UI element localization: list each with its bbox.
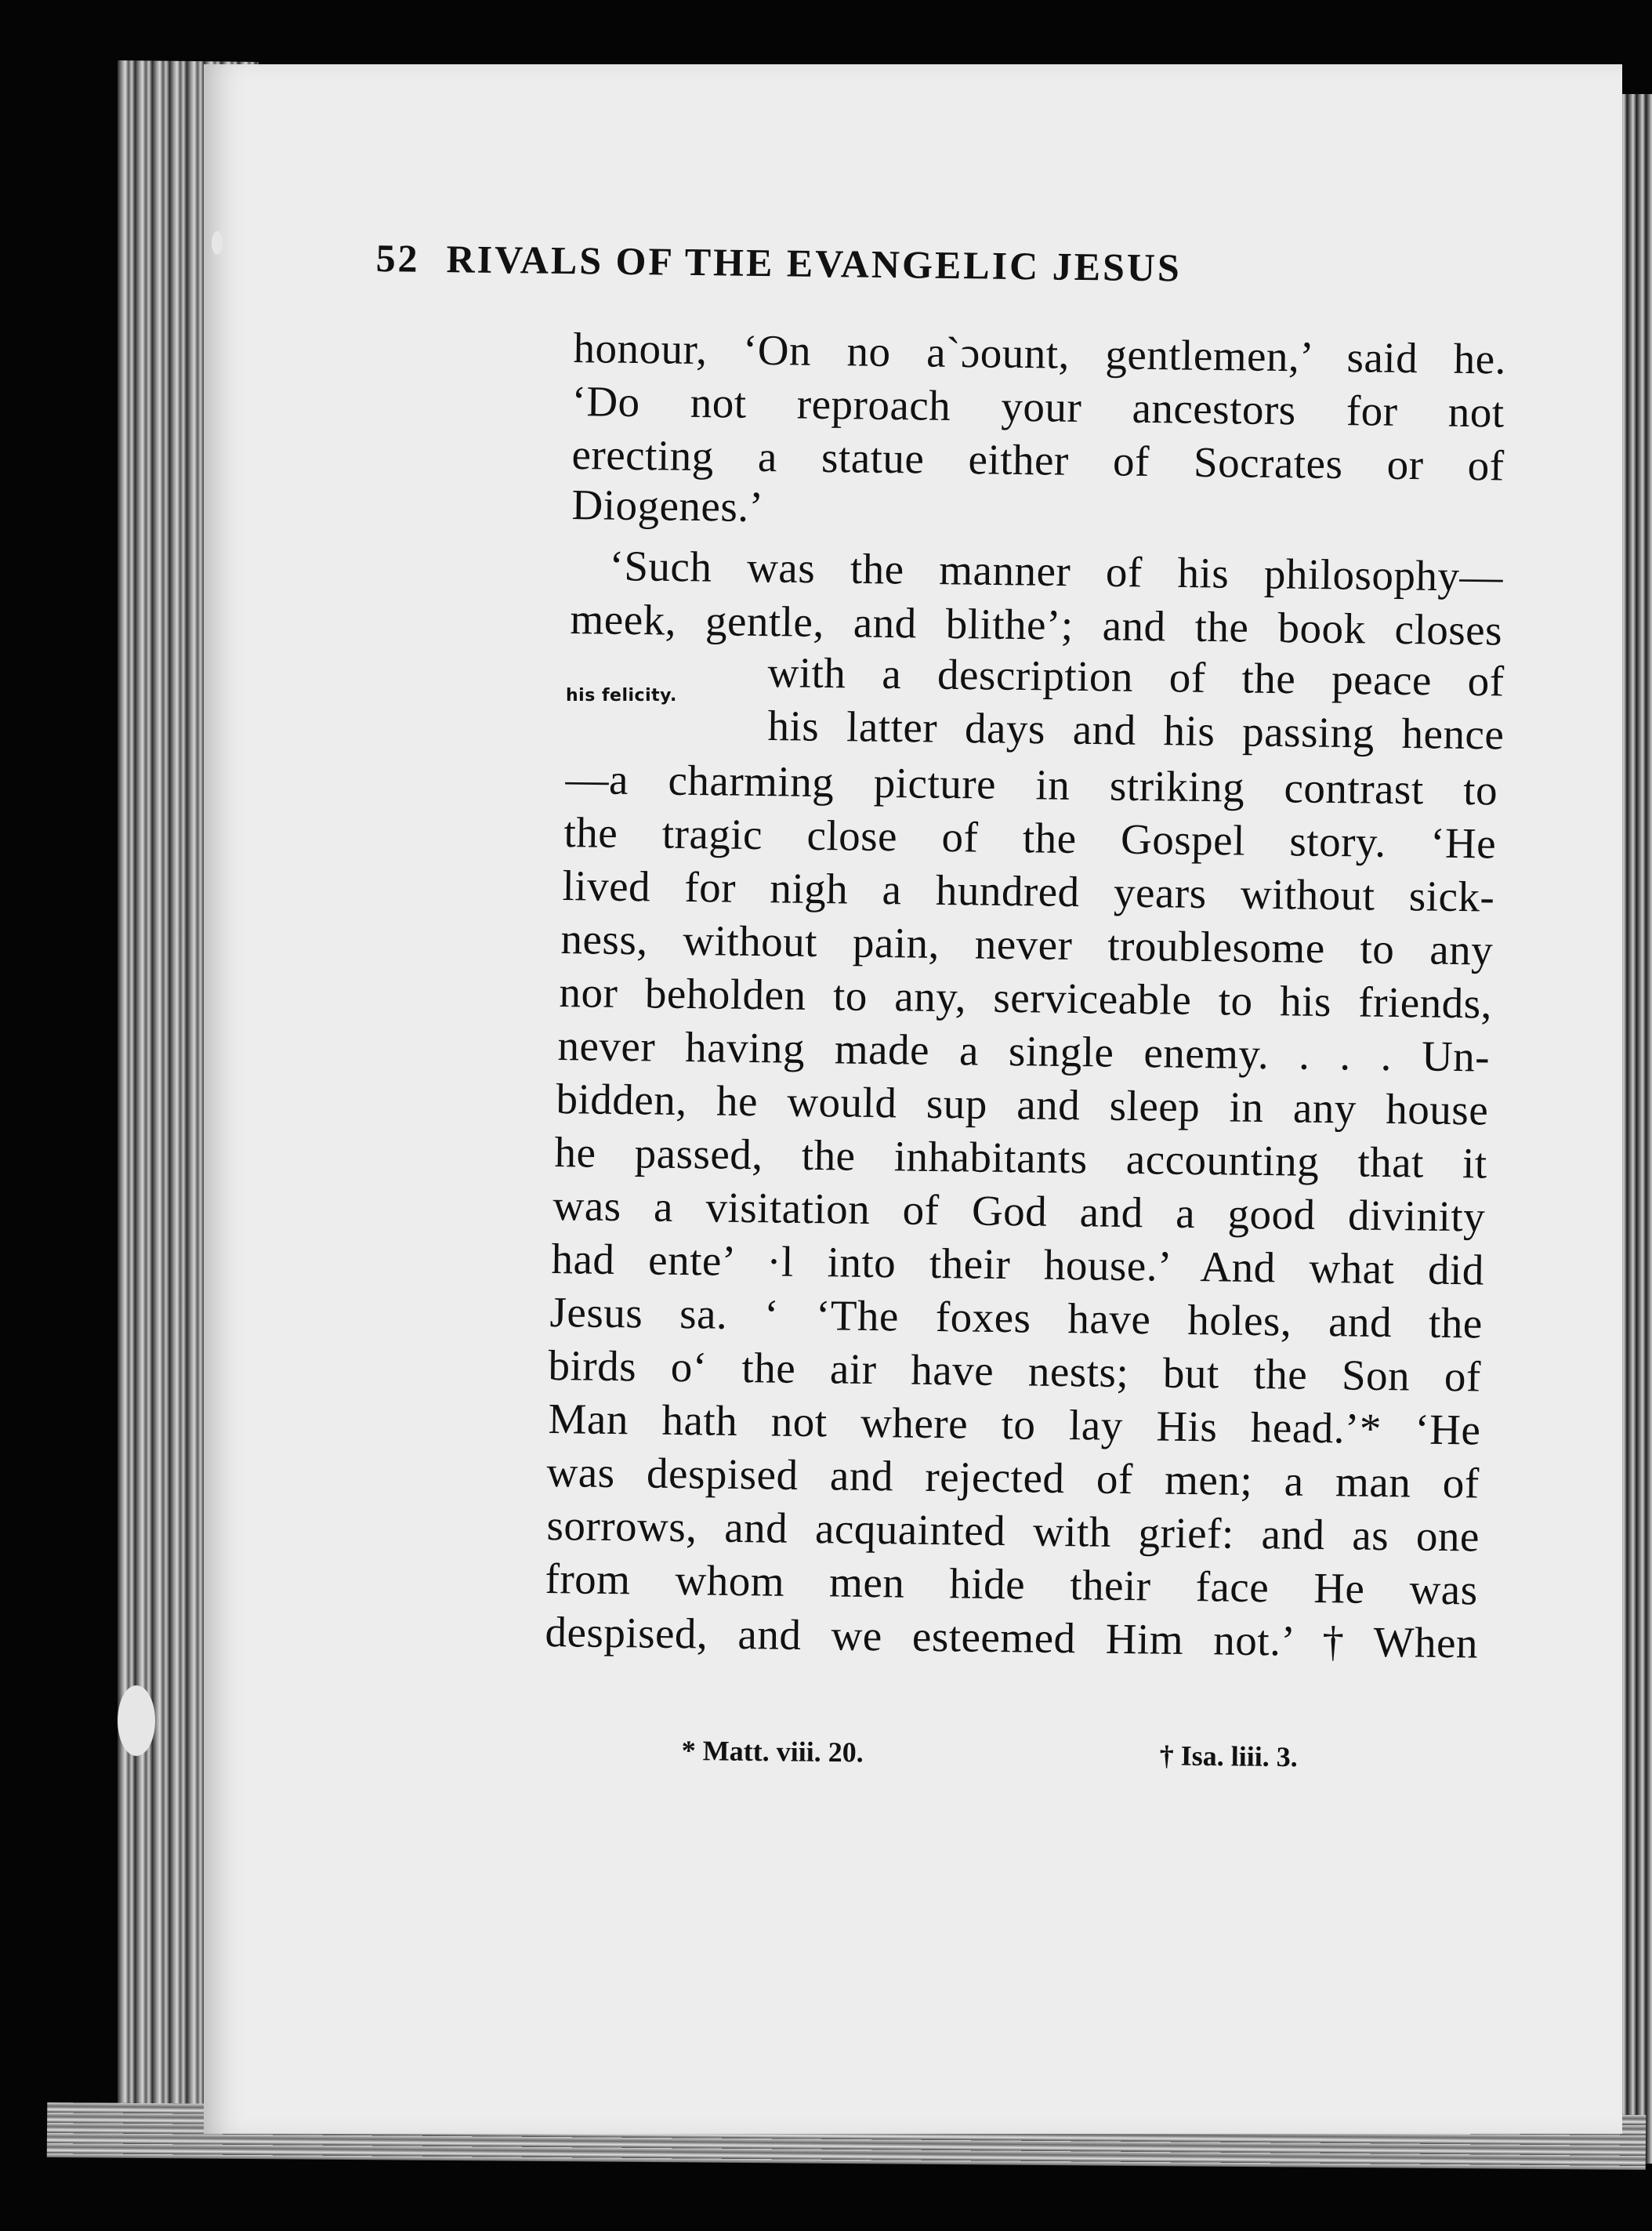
footnote-2: † Isa. liii. 3. — [1159, 1739, 1298, 1773]
text-line: birds oʻ the air have nests; but the Son of — [548, 1340, 1482, 1401]
footnote-1: * Matt. viii. 20. — [681, 1735, 864, 1768]
text-line: Jesus sa. ‘ ‘The foxes have holes, and the — [549, 1287, 1484, 1348]
text-line: bidden, he would sup and sleep in any house — [556, 1074, 1489, 1134]
text-line: honour, ‘On no aˋɔount, gentlemen,’ said he. — [573, 323, 1507, 383]
text-line: Man hath not where to lay His head.’* ‘He — [548, 1394, 1481, 1454]
text-line: lived for nigh a hundred years without sick- — [562, 861, 1495, 921]
text-line: ‘Such was the manner of his philosophy— — [609, 541, 1504, 600]
text-line: from whom men hide their face He was — [545, 1554, 1478, 1614]
text-line: with a description of the peace of — [767, 648, 1505, 706]
text-line: he passed, the inhabitants accounting that it — [554, 1127, 1488, 1188]
text-line: Diogenes.’ — [571, 480, 764, 531]
scan-speck — [118, 1685, 155, 1756]
text-line: despised, and we esteemed Him not.’ † When — [545, 1608, 1479, 1667]
text-line: —a charming picture in striking contrast to — [565, 754, 1498, 814]
margin-note: his felicity. — [566, 686, 677, 706]
text-line: the tragic close of the Gospel story. ‘He — [563, 807, 1497, 868]
text-line: never having made a single enemy. . . . Un- — [557, 1021, 1491, 1081]
text-line: his latter days and his passing hence — [767, 701, 1505, 759]
text-line: sorrows, and acquainted with grief: and as one — [546, 1500, 1480, 1561]
text-line: erecting a statue either of Socrates or of — [571, 430, 1505, 490]
text-line: nor beholden to any, serviceable to his friends, — [559, 967, 1493, 1028]
scan-speck — [212, 231, 223, 255]
text-line: meek, gentle, and blithe’; and the book closes — [570, 594, 1503, 655]
text-line: was a visitation of God and a good divinity — [552, 1181, 1486, 1241]
text-line: ness, without pain, never troublesome to any — [560, 914, 1494, 974]
text-line: was despised and rejected of men; a man of — [546, 1447, 1480, 1507]
text-line: ‘Do not reproach your ancestors for not — [571, 376, 1505, 437]
page-number: 52 — [375, 235, 420, 281]
text-line: had ente’ ·l into their house.’ And what did — [551, 1234, 1485, 1294]
running-head-title: RIVALS OF THE EVANGELIC JESUS — [446, 237, 1183, 290]
